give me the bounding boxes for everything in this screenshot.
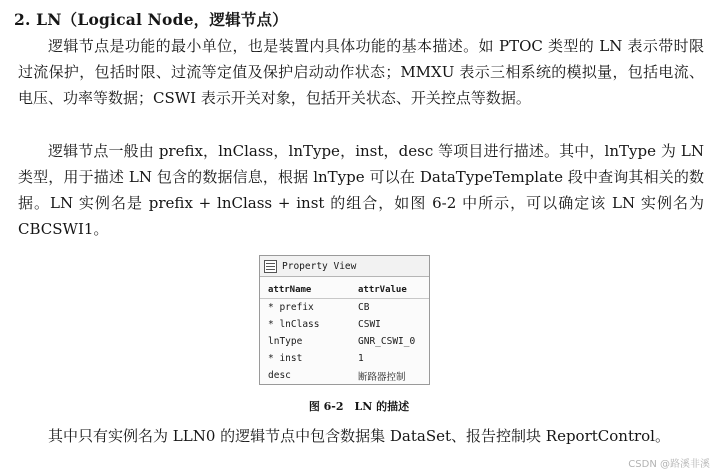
paragraph-2: 逻辑节点一般由 prefix，lnClass，lnType，inst，desc 等项目进行描述。其中，lnType 为 LN 类型，用于描述 LN 包含的数据信息，根据 lnType 可以在 DataTypeTemplate 段中查询其相关的数据。LN 实例名是 prefix + lnClass + inst 的组合，如图 6-2 中所示，可以确定该 LN 实例名为 CBCSWI1。 bbox=[18, 142, 704, 238]
attr-value: GNR_CSWI_0 bbox=[358, 336, 416, 347]
figure-caption: 图 6-2 LN 的描述 bbox=[308, 400, 410, 413]
property-view-icon bbox=[264, 260, 277, 273]
table-row[interactable] bbox=[260, 316, 429, 333]
attr-name: desc bbox=[268, 370, 291, 381]
column-header-attrvalue[interactable]: attrValue bbox=[358, 284, 407, 295]
attr-value: CSWI bbox=[358, 319, 381, 330]
property-view-titlebar bbox=[260, 256, 429, 277]
paragraph-1: 逻辑节点是功能的最小单位，也是装置内具体功能的基本描述。如 PTOC 类型的 LN 表示带时限过流保护，包括时限、过流等定值及保护启动动作状态；MMXU 表示三相系统的模拟量，包括电流、电压、功率等数据；CSWI 表示开关对象，包括开关状态、开关控点等数据。 bbox=[18, 37, 704, 107]
property-table-header bbox=[260, 281, 429, 299]
table-row[interactable] bbox=[260, 367, 429, 384]
attr-name: lnType bbox=[268, 336, 303, 347]
column-header-attrname[interactable]: attrName bbox=[268, 284, 312, 295]
watermark: CSDN @路溪非溪 bbox=[628, 459, 710, 470]
section-heading: 2. LN（Logical Node，逻辑节点） bbox=[14, 10, 288, 29]
table-row[interactable] bbox=[260, 350, 429, 367]
attr-name: * lnClass bbox=[268, 319, 320, 330]
attr-value: 1 bbox=[358, 353, 364, 364]
table-row[interactable] bbox=[260, 299, 429, 316]
property-view-title: Property View bbox=[282, 260, 357, 272]
attr-name: * inst bbox=[268, 353, 303, 364]
paragraph-3: 其中只有实例名为 LLN0 的逻辑节点中包含数据集 DataSet、报告控制块 ReportControl。 bbox=[48, 427, 670, 445]
attr-name: * prefix bbox=[268, 302, 314, 313]
attr-value: 断路器控制 bbox=[358, 371, 406, 383]
table-row[interactable] bbox=[260, 333, 429, 350]
attr-value: CB bbox=[358, 302, 370, 313]
property-view-panel bbox=[259, 255, 430, 385]
